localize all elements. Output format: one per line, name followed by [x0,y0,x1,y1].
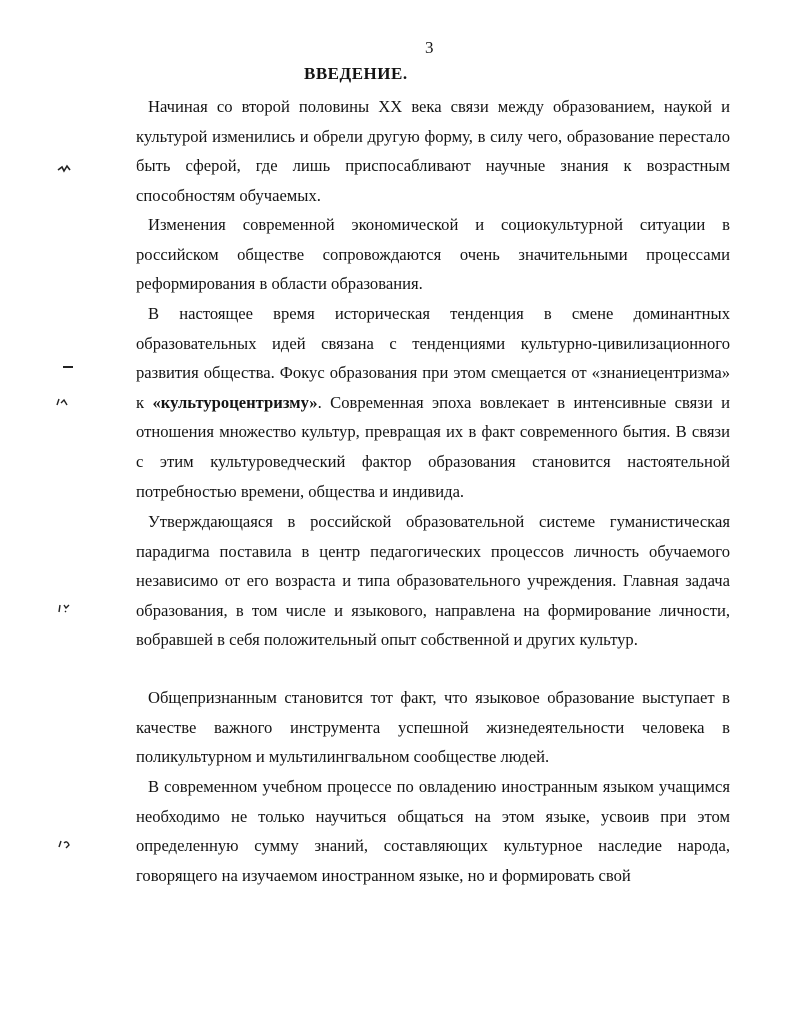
paragraph-3-bold-term: «культуроцентризму» [152,392,318,412]
margin-mark-4 [57,602,71,614]
paragraph-5: Общепризнанным становится тот факт, что языковое образование выступает в качестве важного инструмента успешной жизнедеятельности человека в поликультурном и мультилингвальном сообществе людей. [136,688,730,767]
page-number: 3 [425,38,434,57]
paragraph-3-text-end: . Современная эпоха вовлекает в интенсивные связи и отношения множество культур, превращая их в факт современного бытия. В связи с этим культуроведческий фактор образования становится настоятельной потребностью времени, общества и индивида. [136,392,730,501]
paragraph-6: В современном учебном процессе по овладению иностранным языком учащимся необходимо не только научиться общаться на этом языке, усвоив при этом определенную сумму знаний, составляющих культурное наследие народа, говорящего на изучаемом иностранном языке, но и формировать свой [136,777,730,885]
paragraph-2: Изменения современной экономической и социокультурной ситуации в российском обществе сопровождаются очень значительными процессами реформирования в области образования. [136,215,730,294]
margin-mark-2 [62,364,74,370]
paragraph-4: Утверждающаяся в российской образовательной системе гуманистическая парадигма поставила в центр педагогических процессов личность обучаемого независимо от его возраста и типа образовательного учреждения. Главная задача образования, в том числе и языкового, направлена на формирование личности, вобравшей в себя положительный опыт собственной и других культур. [136,512,730,650]
paragraph-3-text-start: В настоящее время историческая тенденция в смене доминантных образовательных идей связана с тенденциями культурно-цивилизационного развития общества. Фокус образования при этом смещается от «знаниецентризма» к [136,304,730,412]
margin-mark-1 [57,164,71,174]
paragraph-3 [136,299,730,506]
paragraph-1: Начиная со второй половины XX века связи между образованием, наукой и культурой изменились и обрели другую форму, в силу чего, образование перестало быть сферой, где лишь приспосабливают научные знания к возрастным способностям обучаемых. [136,97,730,205]
section-title: ВВЕДЕНИЕ. [304,64,408,83]
margin-mark-3 [55,397,69,407]
margin-mark-5 [57,838,71,850]
